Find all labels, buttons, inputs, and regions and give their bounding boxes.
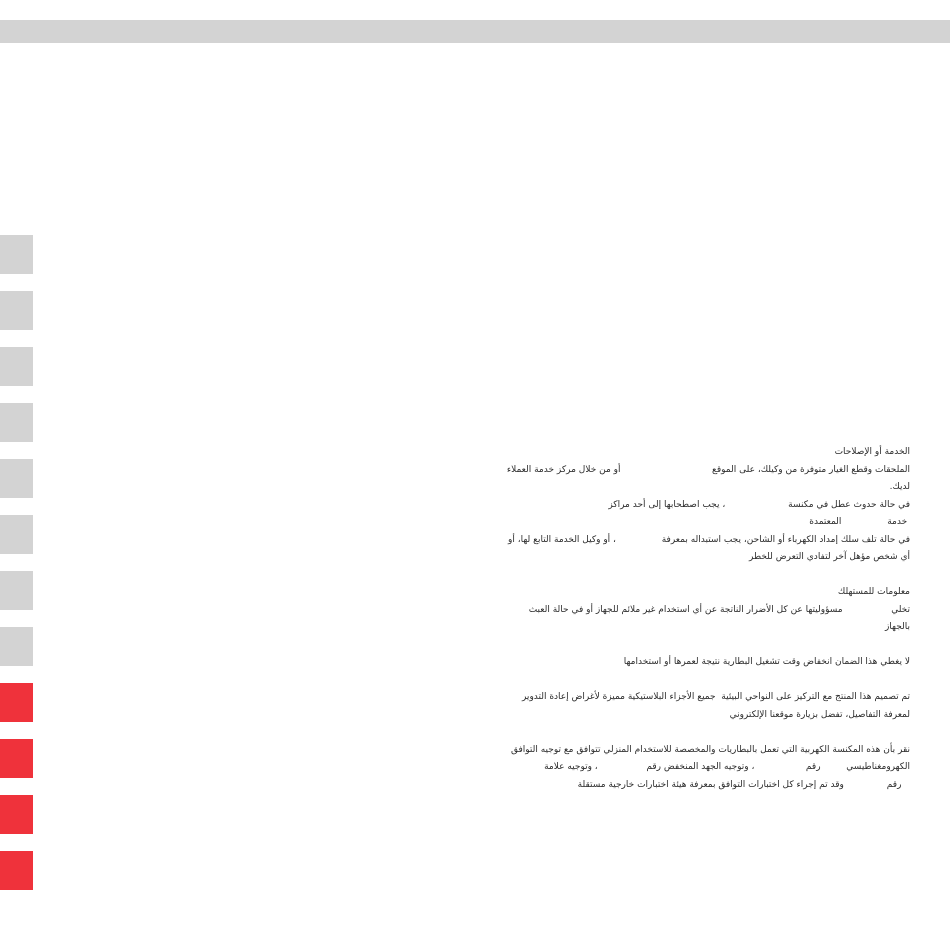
top-bar	[0, 20, 950, 43]
consumer-section	[470, 584, 910, 637]
environment-section	[470, 689, 910, 724]
side-tab-3[interactable]	[0, 347, 33, 386]
service-section	[470, 444, 910, 567]
side-tab-1[interactable]	[0, 235, 33, 274]
service-heading: الخدمة أو الإصلاحات	[834, 447, 910, 457]
consumer-heading: معلومات للمستهلك	[837, 587, 910, 597]
service-line: الملحقات وقطع الغيار متوفرة من وكيلك، على الموقع أو من خلال مركز خدمة العملاء	[506, 464, 910, 475]
service-line: لديك.	[889, 482, 910, 492]
side-tabs	[0, 0, 33, 950]
side-tab-12-active[interactable]	[0, 851, 33, 890]
service-line: أي شخص مؤهل آخر لتفادي التعرض للخطر	[749, 552, 910, 562]
environment-line: لمعرفة التفاصيل، تفضل بزيارة موقعنا الإلكتروني	[729, 709, 910, 720]
side-tab-9-active[interactable]	[0, 683, 33, 722]
side-tab-5[interactable]	[0, 459, 33, 498]
warranty-line: لا يغطي هذا الضمان انخفاض وقت تشغيل البطارية نتيجة لعمرها أو استخدامها	[623, 657, 910, 667]
consumer-line: بالجهاز	[884, 622, 910, 632]
side-tab-4[interactable]	[0, 403, 33, 442]
service-line: في حالة حدوث عطل في مكنسة ، يجب اصطحابها إلى أحد مراكز	[608, 499, 910, 510]
compliance-section	[470, 742, 910, 795]
compliance-line: نقر بأن هذه المكنسة الكهربية التي تعمل بالبطاريات والمخصصة للاستخدام المنزلي تتوافق مع توجيه التوافق	[510, 744, 910, 755]
compliance-line: الكهرومغناطيسي رقم ، وتوجيه الجهد المنخفض رقم ، وتوجيه علامة	[544, 762, 910, 772]
side-tab-11-active[interactable]	[0, 795, 33, 834]
warranty-section	[470, 654, 910, 672]
consumer-line: تخلي مسؤوليتها عن كل الأضرار الناتجة عن أي استخدام غير ملائم للجهاز أو في حالة العبث	[528, 604, 910, 615]
side-tab-10-active[interactable]	[0, 739, 33, 778]
service-line: خدمة المعتمدة	[809, 517, 910, 527]
side-tab-2[interactable]	[0, 291, 33, 330]
side-tab-8[interactable]	[0, 627, 33, 666]
manual-text	[470, 444, 910, 794]
environment-line: تم تصميم هذا المنتج مع التركيز على النواحي البيئية جميع الأجزاء البلاستيكية مميزة لأغراض إعادة التدوير	[521, 692, 910, 702]
side-tab-6[interactable]	[0, 515, 33, 554]
compliance-line: رقم وقد تم إجراء كل اختبارات التوافق بمعرفة هيئة اختبارات خارجية مستقلة	[577, 779, 910, 790]
service-line: في حالة تلف سلك إمداد الكهرباء أو الشاحن، يجب استبداله بمعرفة ، أو وكيل الخدمة التابع لها، أو	[508, 534, 910, 545]
side-tab-7[interactable]	[0, 571, 33, 610]
